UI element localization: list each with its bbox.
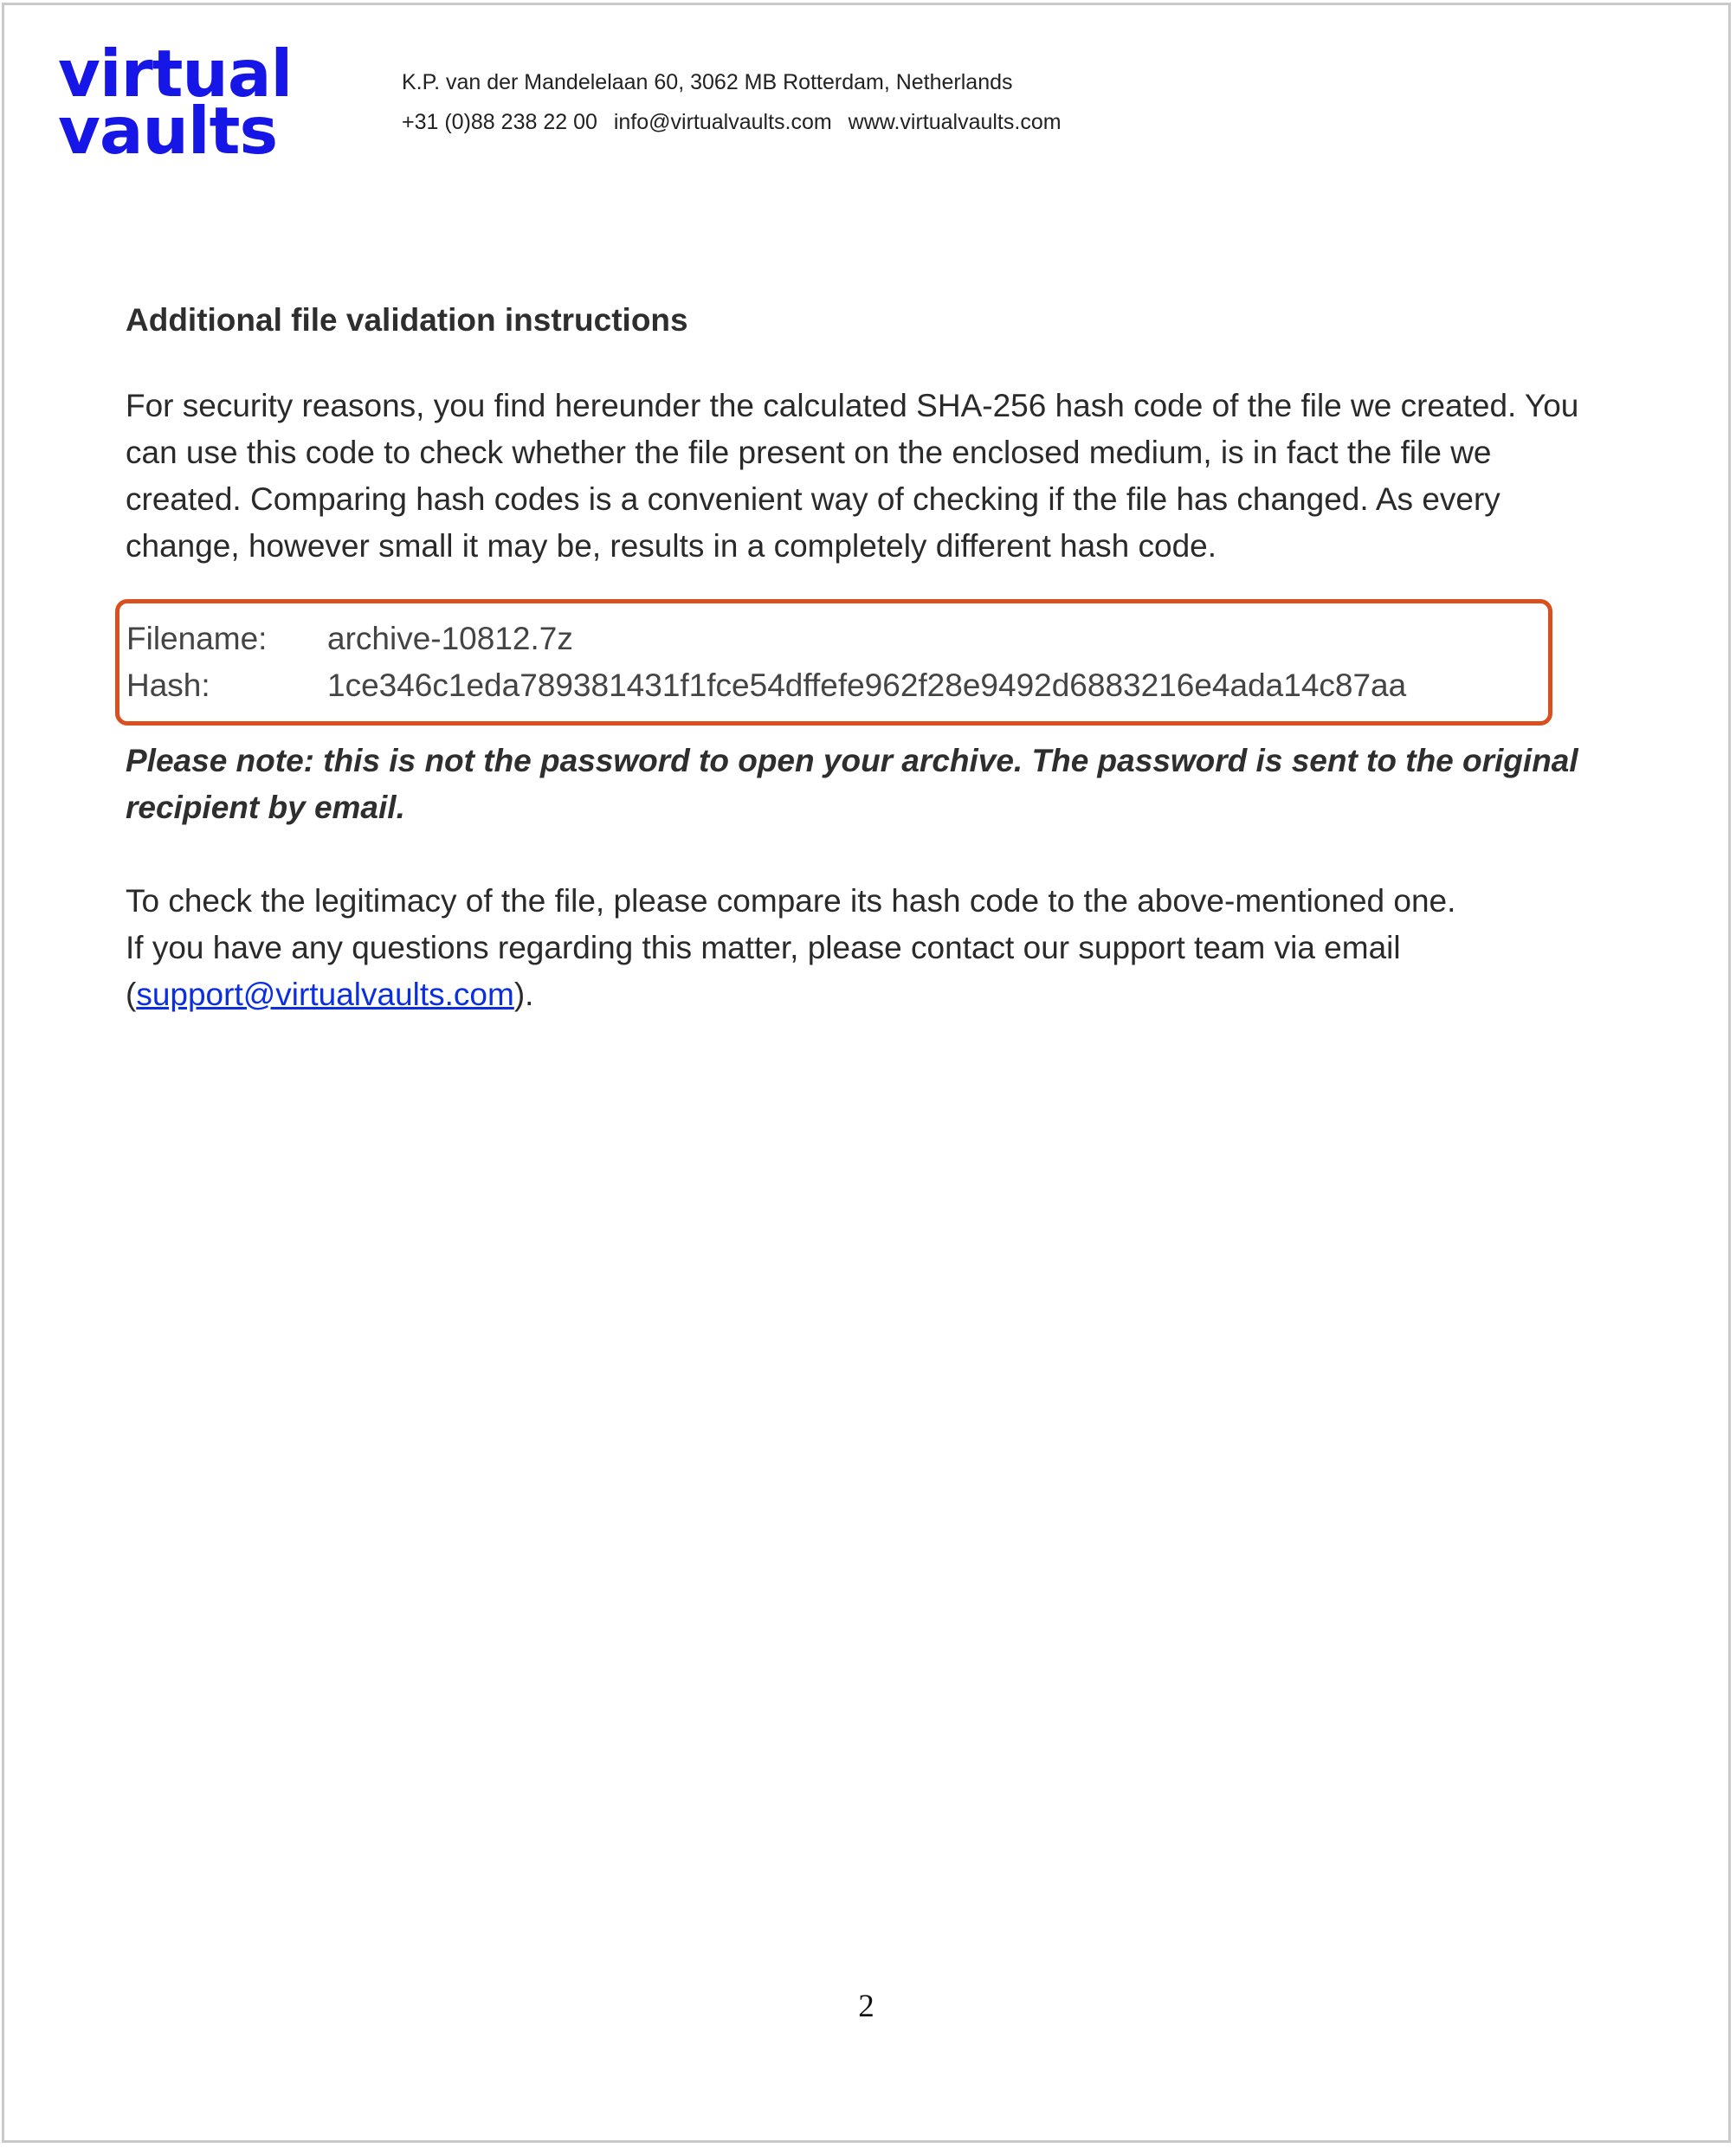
closing-line-1: To check the legitimacy of the file, please compare its hash code to the above-mentioned one. bbox=[126, 883, 1456, 919]
filename-row bbox=[126, 616, 1548, 662]
logo-line-2: vaults bbox=[58, 93, 278, 169]
closing-line-3 bbox=[126, 971, 1615, 1018]
hash-row bbox=[126, 662, 1548, 709]
company-phone: +31 (0)88 238 22 00 bbox=[402, 110, 597, 134]
company-address-block bbox=[402, 62, 1072, 142]
filename-label: Filename: bbox=[126, 621, 268, 656]
close-paren: ). bbox=[513, 977, 534, 1012]
page-number: 2 bbox=[858, 1989, 874, 2024]
document-body bbox=[126, 300, 1615, 1018]
virtualvaults-logo bbox=[58, 35, 293, 169]
filename-value: archive-10812.7z bbox=[327, 621, 573, 656]
open-paren: ( bbox=[126, 977, 137, 1012]
intro-paragraph: For security reasons, you find hereunder the calculated SHA-256 hash code of the file we created. You can use this code to check whether the file present on the enclosed medium, is in fact the file we created. Comparing hash codes is a convenient way of checking if the file has changed. As every change, however small it may be, results in a completely different hash code. bbox=[126, 388, 1579, 564]
closing-line-2: If you have any questions regarding this matter, please contact our support team via email bbox=[126, 930, 1401, 965]
company-contact-line bbox=[402, 102, 1072, 142]
hash-value: 1ce346c1eda789381431f1fce54dffefe962f28e9492d6883216e4ada14c87aa bbox=[327, 668, 1407, 703]
password-note: Please note: this is not the password to open your archive. The password is sent to the original recipient by email. bbox=[126, 743, 1578, 825]
hash-label: Hash: bbox=[126, 668, 210, 703]
document-page bbox=[2, 3, 1731, 2143]
logo-line-1: virtual bbox=[58, 35, 293, 112]
company-address: K.P. van der Mandelelaan 60, 3062 MB Rotterdam, Netherlands bbox=[402, 70, 1013, 94]
closing-paragraph bbox=[126, 878, 1615, 1018]
support-email-link[interactable]: support@virtualvaults.com bbox=[136, 977, 514, 1012]
document-heading: Additional file validation instructions bbox=[126, 302, 688, 338]
company-email: info@virtualvaults.com bbox=[613, 110, 832, 134]
company-website: www.virtualvaults.com bbox=[848, 110, 1062, 134]
hash-info-box bbox=[115, 599, 1552, 726]
